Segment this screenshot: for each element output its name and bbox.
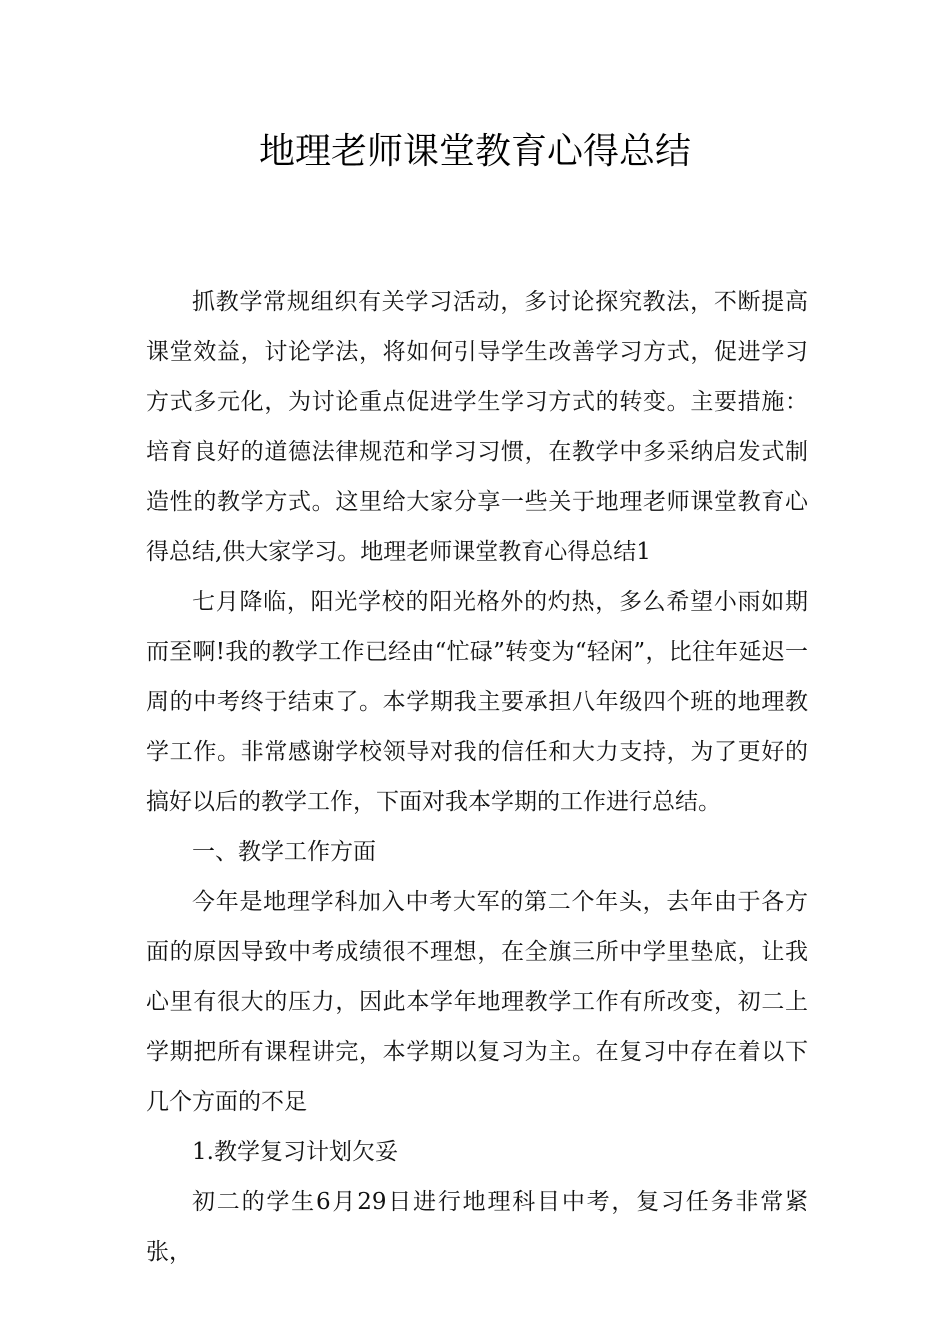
document-body: [146, 277, 808, 1277]
subheading-review-plan: 1.教学复习计划欠妥: [192, 1139, 398, 1165]
paragraph-review: 初二的学生6月29日进行地理科目中考，复习任务非常紧张，: [146, 1189, 808, 1265]
paragraph-exam: 今年是地理学科加入中考大军的第二个年头，去年由于各方面的原因导致中考成绩很不理想，在全旗三所中学里垫底，让我心里有很大的压力，因此本学年地理教学工作有所改变，初二上学期把所有课程讲完，本学期以复习为主。在复习中存在着以下几个方面的不足: [146, 889, 808, 1115]
section-heading-teaching: 一、教学工作方面: [192, 839, 376, 865]
paragraph-intro: 抓教学常规组织有关学习活动，多讨论探究教法，不断提高课堂效益，讨论学法，将如何引导学生改善学习方式，促进学习方式多元化，为讨论重点促进学生学习方式的转变。主要措施：培育良好的道德法律规范和学习习惯，在教学中多采纳启发式制造性的教学方式。这里给大家分享一些关于地理老师课堂教育心得总结,供大家学习。地理老师课堂教育心得总结1: [146, 289, 808, 565]
document-title: 地理老师课堂教育心得总结: [258, 131, 691, 172]
paragraph-july: 七月降临，阳光学校的阳光格外的灼热，多么希望小雨如期而至啊!我的教学工作已经由“忙碌”转变为“轻闲”，比往年延迟一周的中考终于结束了。本学期我主要承担八年级四个班的地理教学工作。非常感谢学校领导对我的信任和大力支持，为了更好的搞好以后的教学工作，下面对我本学期的工作进行总结。: [146, 589, 808, 815]
